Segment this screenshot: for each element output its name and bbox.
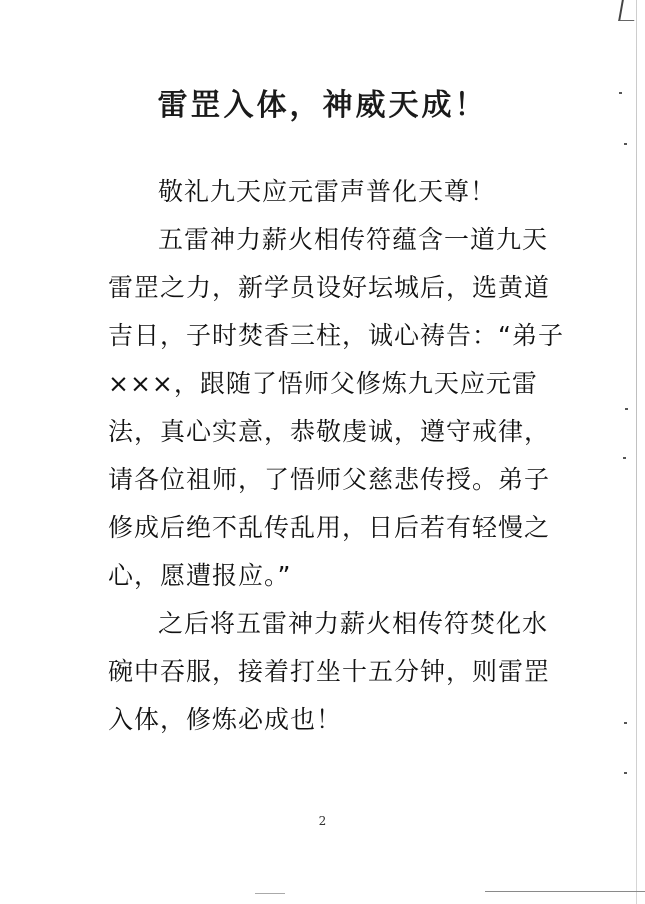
scan-artifact-top	[618, 0, 638, 21]
text-line: 碗中吞服，接着打坐十五分钟，则雷罡	[108, 657, 551, 686]
scan-speck	[624, 772, 627, 774]
body-text	[108, 168, 588, 744]
text-line: 雷罡之力，新学员设好坛城后，选黄道	[108, 273, 551, 302]
text-line: ×××，跟随了悟师父修炼九天应元雷	[108, 369, 538, 398]
scan-speck	[623, 457, 626, 459]
scan-speck	[624, 143, 627, 145]
scan-edge-line	[636, 0, 637, 904]
scan-bottom-line	[485, 891, 645, 892]
page-title: 雷罡入体，神威天成！	[157, 88, 488, 123]
scan-bottom-smudge	[255, 893, 285, 894]
text-line: 敬礼九天应元雷声普化天尊！	[158, 177, 497, 206]
text-line: 入体，修炼必成也！	[108, 705, 343, 734]
text-line: 修成后绝不乱传乱用，日后若有轻慢之	[108, 513, 551, 542]
page-number: 2	[318, 814, 327, 828]
text-line: 法，真心实意，恭敬虔诚，遵守戒律，	[108, 417, 551, 446]
text-line: 心，愿遭报应。”	[108, 561, 292, 590]
text-line: 请各位祖师，了悟师父慈悲传授。弟子	[108, 465, 551, 494]
text-line: 吉日，子时焚香三柱，诚心祷告：“弟子	[108, 321, 564, 350]
scan-speck	[624, 722, 627, 724]
text-line: 之后将五雷神力薪火相传符焚化水	[158, 609, 549, 638]
text-line: 五雷神力薪火相传符蕴含一道九天	[158, 225, 549, 254]
scan-speck	[625, 408, 628, 410]
